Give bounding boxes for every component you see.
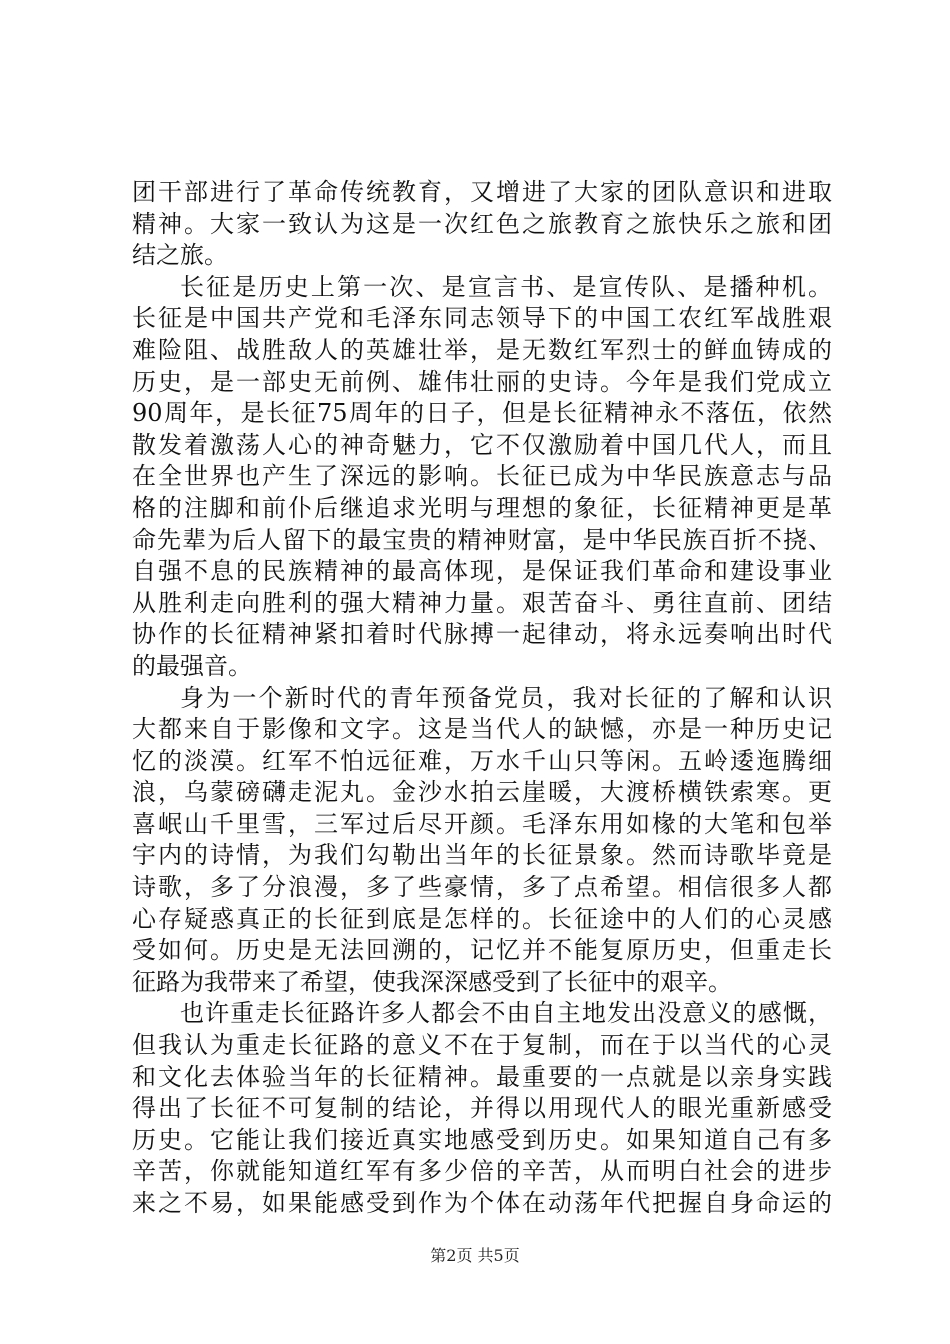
text-line: 90周年，是长征75周年的日子，但是长征精神永不落伍，依然: [132, 399, 832, 428]
text-line: 的最强音。: [132, 651, 252, 680]
text-line: 命先辈为后人留下的最宝贵的精神财富，是中华民族百折不挠、: [132, 525, 832, 554]
text-line: 但我认为重走长征路的意义不在于复制，而在于以当代的心灵: [132, 1031, 832, 1060]
body-text: [132, 177, 832, 1220]
page-footer: 第2页 共5页: [430, 1246, 520, 1265]
text-line: 散发着激荡人心的神奇魅力，它不仅激励着中国几代人，而且: [132, 430, 832, 459]
text-line: 大都来自于影像和文字。这是当代人的缺憾，亦是一种历史记: [132, 715, 832, 744]
text-line: 历史，是一部史无前例、雄伟壮丽的史诗。今年是我们党成立: [132, 367, 832, 396]
text-line: 浪，乌蒙磅礴走泥丸。金沙水拍云崖暖，大渡桥横铁索寒。更: [132, 778, 832, 807]
text-line: 结之旅。: [132, 241, 228, 270]
text-line: 心存疑惑真正的长征到底是怎样的。长征途中的人们的心灵感: [132, 904, 832, 933]
text-line: 精神。大家一致认为这是一次红色之旅教育之旅快乐之旅和团: [132, 209, 832, 238]
text-line: 团干部进行了革命传统教育，又增进了大家的团队意识和进取: [132, 178, 832, 206]
text-line: 诗歌，多了分浪漫，多了些豪情，多了点希望。相信很多人都: [132, 873, 832, 902]
text-line: 来之不易，如果能感受到作为个体在动荡年代把握自身命运的: [132, 1189, 832, 1217]
text-line: 长征是历史上第一次、是宣言书、是宣传队、是播种机。: [180, 272, 832, 301]
text-line: 征路为我带来了希望，使我深深感受到了长征中的艰辛。: [132, 967, 732, 996]
text-line: 得出了长征不可复制的结论，并得以用现代人的眼光重新感受: [132, 1094, 832, 1123]
text-line: 长征是中国共产党和毛泽东同志领导下的中国工农红军战胜艰: [132, 304, 832, 333]
text-line: 历史。它能让我们接近真实地感受到历史。如果知道自己有多: [132, 1125, 832, 1154]
text-line: 自强不息的民族精神的最高体现，是保证我们革命和建设事业: [132, 557, 832, 586]
text-line: 难险阻、战胜敌人的英雄壮举，是无数红军烈士的鲜血铸成的: [132, 335, 832, 364]
text-line: 从胜利走向胜利的强大精神力量。艰苦奋斗、勇往直前、团结: [132, 588, 832, 617]
text-line: 身为一个新时代的青年预备党员，我对长征的了解和认识: [180, 683, 832, 712]
text-line: 辛苦，你就能知道红军有多少倍的辛苦，从而明白社会的进步: [132, 1157, 832, 1186]
text-line: 格的注脚和前仆后继追求光明与理想的象征，长征精神更是革: [132, 493, 832, 522]
text-line: 协作的长征精神紧扣着时代脉搏一起律动，将永远奏响出时代: [132, 620, 832, 649]
text-line: 忆的淡漠。红军不怕远征难，万水千山只等闲。五岭逶迤腾细: [132, 746, 832, 775]
text-line: 喜岷山千里雪，三军过后尽开颜。毛泽东用如椽的大笔和包举: [132, 809, 832, 838]
text-line: 也许重走长征路许多人都会不由自主地发出没意义的感慨，: [180, 999, 832, 1028]
text-line: 在全世界也产生了深远的影响。长征已成为中华民族意志与品: [132, 462, 832, 491]
text-line: 宇内的诗情，为我们勾勒出当年的长征景象。然而诗歌毕竟是: [132, 841, 832, 870]
text-line: 和文化去体验当年的长征精神。最重要的一点就是以亲身实践: [132, 1062, 832, 1091]
text-line: 受如何。历史是无法回溯的，记忆并不能复原历史，但重走长: [132, 936, 832, 965]
